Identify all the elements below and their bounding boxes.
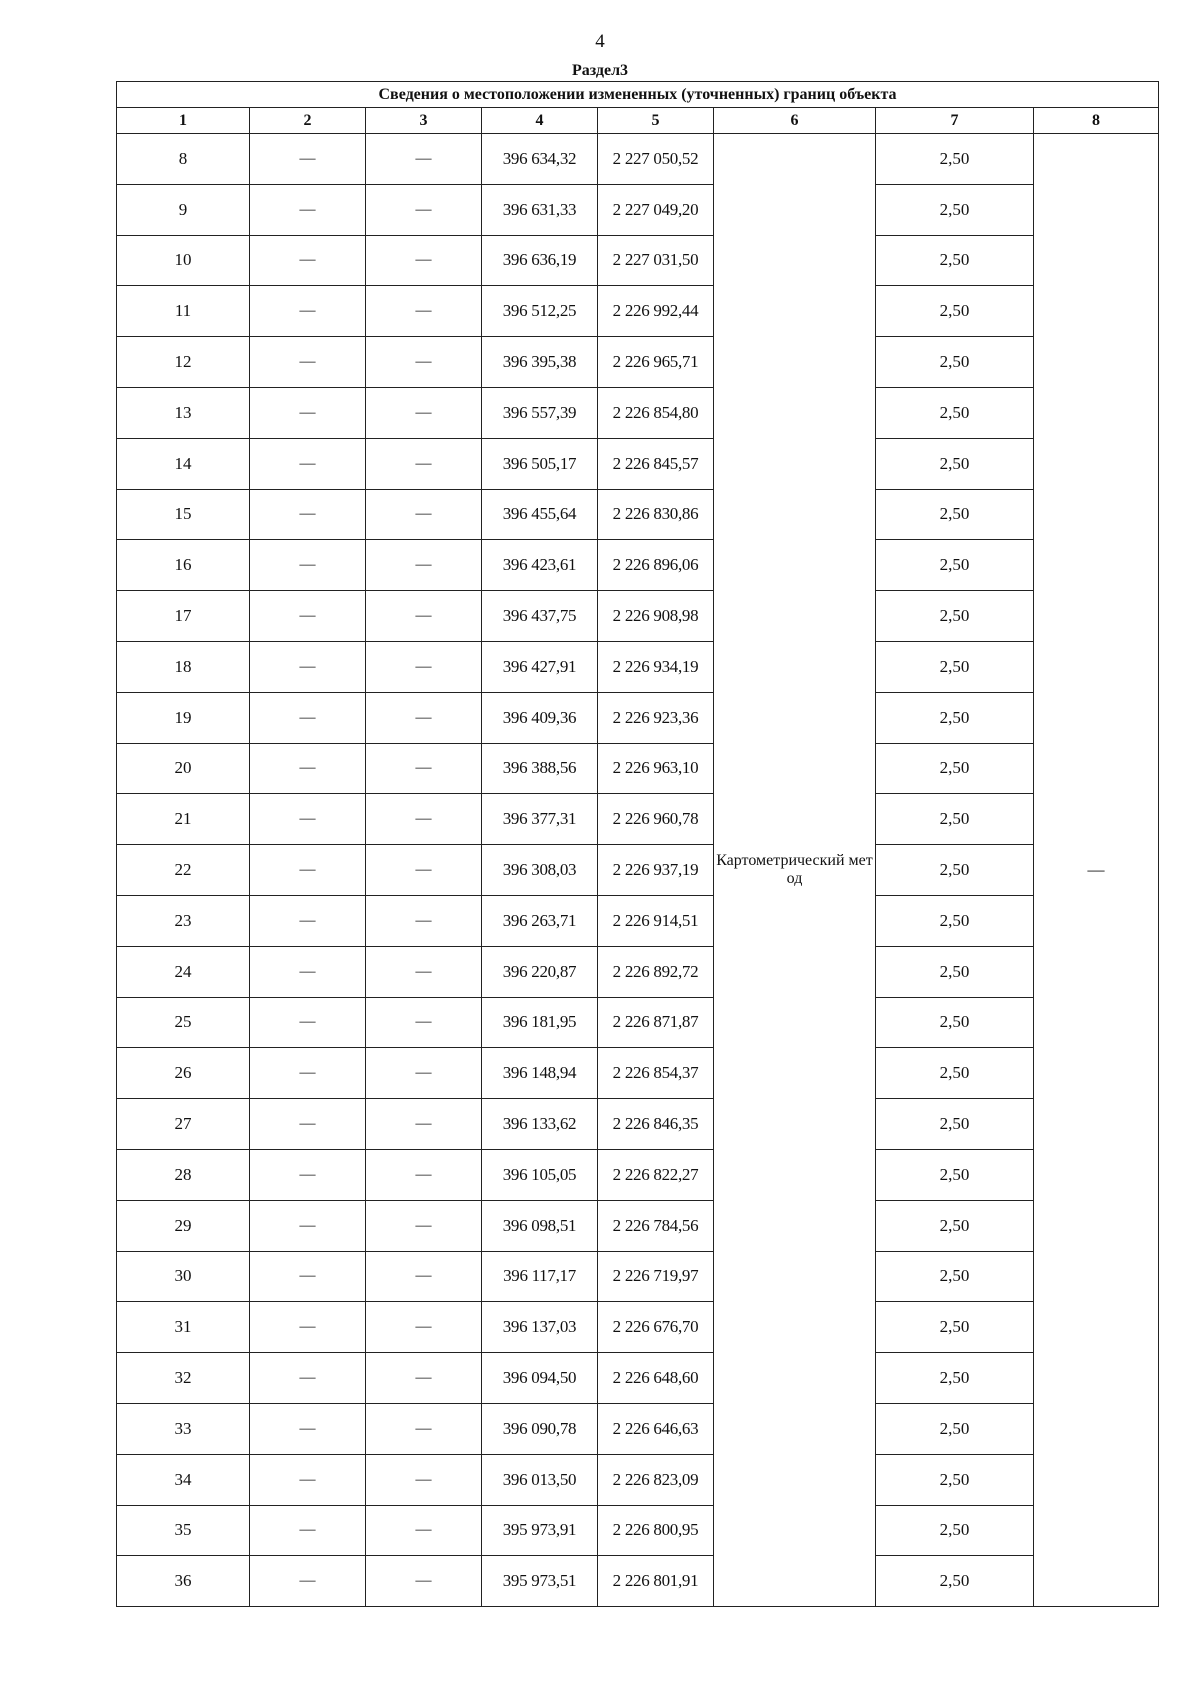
x-coordinate-cell: 396 427,91 <box>482 641 598 692</box>
point-number-cell: 22 <box>117 845 250 896</box>
column-3-cell: — <box>366 1353 482 1404</box>
table-row <box>117 641 1159 692</box>
point-number-cell: 20 <box>117 743 250 794</box>
y-coordinate-cell: 2 226 892,72 <box>598 946 714 997</box>
column-3-cell: — <box>366 743 482 794</box>
x-coordinate-cell: 395 973,51 <box>482 1556 598 1607</box>
column-3-cell: — <box>366 1099 482 1150</box>
column-2-cell: — <box>250 337 366 388</box>
column-3-cell: — <box>366 997 482 1048</box>
column-number: 4 <box>482 108 598 134</box>
column-3-cell: — <box>366 1505 482 1556</box>
column-2-cell: — <box>250 946 366 997</box>
column-2-cell: — <box>250 286 366 337</box>
point-number-cell: 24 <box>117 946 250 997</box>
column-2-cell: — <box>250 1505 366 1556</box>
column-2-cell: — <box>250 1251 366 1302</box>
column-3-cell: — <box>366 1149 482 1200</box>
precision-cell: 2,50 <box>876 1556 1034 1607</box>
column-3-cell: — <box>366 1403 482 1454</box>
column-3-cell: — <box>366 134 482 185</box>
table-row <box>117 134 1159 185</box>
precision-cell: 2,50 <box>876 743 1034 794</box>
precision-cell: 2,50 <box>876 184 1034 235</box>
table-row <box>117 1505 1159 1556</box>
precision-cell: 2,50 <box>876 1403 1034 1454</box>
x-coordinate-cell: 396 505,17 <box>482 438 598 489</box>
column-2-cell: — <box>250 134 366 185</box>
table-row <box>117 540 1159 591</box>
column-2-cell: — <box>250 1099 366 1150</box>
point-number-cell: 10 <box>117 235 250 286</box>
y-coordinate-cell: 2 226 845,57 <box>598 438 714 489</box>
column-3-cell: — <box>366 489 482 540</box>
precision-cell: 2,50 <box>876 489 1034 540</box>
column-3-cell: — <box>366 641 482 692</box>
point-number-cell: 8 <box>117 134 250 185</box>
column-2-cell: — <box>250 438 366 489</box>
x-coordinate-cell: 396 557,39 <box>482 387 598 438</box>
precision-cell: 2,50 <box>876 286 1034 337</box>
point-number-cell: 17 <box>117 591 250 642</box>
y-coordinate-cell: 2 226 854,37 <box>598 1048 714 1099</box>
table-row <box>117 895 1159 946</box>
point-number-cell: 13 <box>117 387 250 438</box>
y-coordinate-cell: 2 227 031,50 <box>598 235 714 286</box>
precision-cell: 2,50 <box>876 641 1034 692</box>
table-row <box>117 1149 1159 1200</box>
table-row <box>117 489 1159 540</box>
column-3-cell: — <box>366 1556 482 1607</box>
x-coordinate-cell: 396 105,05 <box>482 1149 598 1200</box>
column-2-cell: — <box>250 387 366 438</box>
x-coordinate-cell: 396 220,87 <box>482 946 598 997</box>
table-row <box>117 794 1159 845</box>
column-2-cell: — <box>250 895 366 946</box>
table-row <box>117 1302 1159 1353</box>
column-2-cell: — <box>250 743 366 794</box>
column-number: 8 <box>1034 108 1159 134</box>
column-3-cell: — <box>366 1048 482 1099</box>
table-row <box>117 1454 1159 1505</box>
y-coordinate-cell: 2 226 823,09 <box>598 1454 714 1505</box>
point-number-cell: 23 <box>117 895 250 946</box>
column-2-cell: — <box>250 235 366 286</box>
y-coordinate-cell: 2 226 914,51 <box>598 895 714 946</box>
y-coordinate-cell: 2 226 965,71 <box>598 337 714 388</box>
point-number-cell: 36 <box>117 1556 250 1607</box>
x-coordinate-cell: 396 308,03 <box>482 845 598 896</box>
point-number-cell: 11 <box>117 286 250 337</box>
x-coordinate-cell: 396 395,38 <box>482 337 598 388</box>
y-coordinate-cell: 2 226 800,95 <box>598 1505 714 1556</box>
y-coordinate-cell: 2 226 854,80 <box>598 387 714 438</box>
precision-cell: 2,50 <box>876 1099 1034 1150</box>
precision-cell: 2,50 <box>876 1353 1034 1404</box>
column-2-cell: — <box>250 1149 366 1200</box>
x-coordinate-cell: 396 148,94 <box>482 1048 598 1099</box>
y-coordinate-cell: 2 226 646,63 <box>598 1403 714 1454</box>
column-2-cell: — <box>250 540 366 591</box>
point-number-cell: 12 <box>117 337 250 388</box>
table-row <box>117 1099 1159 1150</box>
x-coordinate-cell: 396 409,36 <box>482 692 598 743</box>
x-coordinate-cell: 396 423,61 <box>482 540 598 591</box>
table-caption-row <box>117 82 1159 108</box>
precision-cell: 2,50 <box>876 1149 1034 1200</box>
table-row <box>117 1353 1159 1404</box>
precision-cell: 2,50 <box>876 1200 1034 1251</box>
column-2-cell: — <box>250 591 366 642</box>
column-number: 6 <box>714 108 876 134</box>
y-coordinate-cell: 2 226 963,10 <box>598 743 714 794</box>
x-coordinate-cell: 396 512,25 <box>482 286 598 337</box>
precision-cell: 2,50 <box>876 895 1034 946</box>
y-coordinate-cell: 2 226 960,78 <box>598 794 714 845</box>
column-number-row <box>117 108 1159 134</box>
column-3-cell: — <box>366 1200 482 1251</box>
column-3-cell: — <box>366 794 482 845</box>
point-number-cell: 19 <box>117 692 250 743</box>
column-3-cell: — <box>366 438 482 489</box>
precision-cell: 2,50 <box>876 337 1034 388</box>
x-coordinate-cell: 396 634,32 <box>482 134 598 185</box>
y-coordinate-cell: 2 226 719,97 <box>598 1251 714 1302</box>
y-coordinate-cell: 2 226 934,19 <box>598 641 714 692</box>
x-coordinate-cell: 395 973,91 <box>482 1505 598 1556</box>
precision-cell: 2,50 <box>876 794 1034 845</box>
column-3-cell: — <box>366 540 482 591</box>
table-row <box>117 1200 1159 1251</box>
y-coordinate-cell: 2 226 784,56 <box>598 1200 714 1251</box>
column-number: 3 <box>366 108 482 134</box>
point-number-cell: 31 <box>117 1302 250 1353</box>
table-row <box>117 997 1159 1048</box>
table-body <box>117 134 1159 1607</box>
point-number-cell: 9 <box>117 184 250 235</box>
point-number-cell: 14 <box>117 438 250 489</box>
table-row <box>117 946 1159 997</box>
point-number-cell: 28 <box>117 1149 250 1200</box>
column-2-cell: — <box>250 1200 366 1251</box>
y-coordinate-cell: 2 226 937,19 <box>598 845 714 896</box>
precision-cell: 2,50 <box>876 1251 1034 1302</box>
table-row <box>117 743 1159 794</box>
column-number: 2 <box>250 108 366 134</box>
precision-cell: 2,50 <box>876 1302 1034 1353</box>
column-2-cell: — <box>250 1048 366 1099</box>
table-row <box>117 1556 1159 1607</box>
column-2-cell: — <box>250 489 366 540</box>
section-title: Раздел3 <box>571 62 629 79</box>
y-coordinate-cell: 2 226 648,60 <box>598 1353 714 1404</box>
column-number: 7 <box>876 108 1034 134</box>
column-3-cell: — <box>366 591 482 642</box>
x-coordinate-cell: 396 137,03 <box>482 1302 598 1353</box>
table-row <box>117 337 1159 388</box>
table-row <box>117 1403 1159 1454</box>
column-number: 1 <box>117 108 250 134</box>
column-8-cell: — <box>1034 134 1159 1607</box>
table-row <box>117 1048 1159 1099</box>
table-row <box>117 845 1159 896</box>
table-row <box>117 235 1159 286</box>
column-2-cell: — <box>250 1302 366 1353</box>
precision-cell: 2,50 <box>876 946 1034 997</box>
column-2-cell: — <box>250 184 366 235</box>
column-3-cell: — <box>366 692 482 743</box>
precision-cell: 2,50 <box>876 235 1034 286</box>
precision-cell: 2,50 <box>876 1048 1034 1099</box>
column-3-cell: — <box>366 286 482 337</box>
column-2-cell: — <box>250 692 366 743</box>
point-number-cell: 35 <box>117 1505 250 1556</box>
precision-cell: 2,50 <box>876 997 1034 1048</box>
precision-cell: 2,50 <box>876 387 1034 438</box>
x-coordinate-cell: 396 455,64 <box>482 489 598 540</box>
point-number-cell: 27 <box>117 1099 250 1150</box>
y-coordinate-cell: 2 226 871,87 <box>598 997 714 1048</box>
point-number-cell: 33 <box>117 1403 250 1454</box>
x-coordinate-cell: 396 181,95 <box>482 997 598 1048</box>
column-2-cell: — <box>250 997 366 1048</box>
column-2-cell: — <box>250 1556 366 1607</box>
x-coordinate-cell: 396 636,19 <box>482 235 598 286</box>
table-row <box>117 286 1159 337</box>
column-2-cell: — <box>250 794 366 845</box>
y-coordinate-cell: 2 226 801,91 <box>598 1556 714 1607</box>
point-number-cell: 15 <box>117 489 250 540</box>
point-number-cell: 21 <box>117 794 250 845</box>
point-number-cell: 29 <box>117 1200 250 1251</box>
column-3-cell: — <box>366 1302 482 1353</box>
column-3-cell: — <box>366 946 482 997</box>
precision-cell: 2,50 <box>876 134 1034 185</box>
point-number-cell: 25 <box>117 997 250 1048</box>
y-coordinate-cell: 2 226 992,44 <box>598 286 714 337</box>
y-coordinate-cell: 2 226 908,98 <box>598 591 714 642</box>
x-coordinate-cell: 396 094,50 <box>482 1353 598 1404</box>
precision-cell: 2,50 <box>876 1454 1034 1505</box>
column-3-cell: — <box>366 895 482 946</box>
y-coordinate-cell: 2 227 050,52 <box>598 134 714 185</box>
column-2-cell: — <box>250 845 366 896</box>
column-3-cell: — <box>366 845 482 896</box>
precision-cell: 2,50 <box>876 692 1034 743</box>
column-3-cell: — <box>366 235 482 286</box>
boundary-coordinates-table <box>116 81 1159 1607</box>
precision-cell: 2,50 <box>876 591 1034 642</box>
page-number: 4 <box>595 31 605 52</box>
column-3-cell: — <box>366 1251 482 1302</box>
y-coordinate-cell: 2 227 049,20 <box>598 184 714 235</box>
column-3-cell: — <box>366 184 482 235</box>
column-2-cell: — <box>250 1403 366 1454</box>
point-number-cell: 26 <box>117 1048 250 1099</box>
column-2-cell: — <box>250 1353 366 1404</box>
precision-cell: 2,50 <box>876 438 1034 489</box>
x-coordinate-cell: 396 377,31 <box>482 794 598 845</box>
x-coordinate-cell: 396 117,17 <box>482 1251 598 1302</box>
precision-cell: 2,50 <box>876 1505 1034 1556</box>
table-row <box>117 438 1159 489</box>
table-row <box>117 184 1159 235</box>
y-coordinate-cell: 2 226 830,86 <box>598 489 714 540</box>
table-row <box>117 692 1159 743</box>
y-coordinate-cell: 2 226 923,36 <box>598 692 714 743</box>
point-number-cell: 16 <box>117 540 250 591</box>
column-2-cell: — <box>250 641 366 692</box>
y-coordinate-cell: 2 226 896,06 <box>598 540 714 591</box>
x-coordinate-cell: 396 133,62 <box>482 1099 598 1150</box>
column-3-cell: — <box>366 337 482 388</box>
x-coordinate-cell: 396 631,33 <box>482 184 598 235</box>
point-number-cell: 18 <box>117 641 250 692</box>
x-coordinate-cell: 396 437,75 <box>482 591 598 642</box>
y-coordinate-cell: 2 226 846,35 <box>598 1099 714 1150</box>
column-3-cell: — <box>366 387 482 438</box>
table-row <box>117 591 1159 642</box>
precision-cell: 2,50 <box>876 845 1034 896</box>
column-number: 5 <box>598 108 714 134</box>
point-number-cell: 32 <box>117 1353 250 1404</box>
x-coordinate-cell: 396 013,50 <box>482 1454 598 1505</box>
x-coordinate-cell: 396 090,78 <box>482 1403 598 1454</box>
y-coordinate-cell: 2 226 822,27 <box>598 1149 714 1200</box>
method-cell: Картометрический метод <box>714 134 876 1607</box>
x-coordinate-cell: 396 388,56 <box>482 743 598 794</box>
y-coordinate-cell: 2 226 676,70 <box>598 1302 714 1353</box>
table-row <box>117 1251 1159 1302</box>
table-row <box>117 387 1159 438</box>
x-coordinate-cell: 396 263,71 <box>482 895 598 946</box>
precision-cell: 2,50 <box>876 540 1034 591</box>
column-2-cell: — <box>250 1454 366 1505</box>
x-coordinate-cell: 396 098,51 <box>482 1200 598 1251</box>
point-number-cell: 34 <box>117 1454 250 1505</box>
point-number-cell: 30 <box>117 1251 250 1302</box>
column-3-cell: — <box>366 1454 482 1505</box>
table-caption: Сведения о местоположении измененных (уточненных) границ объекта <box>117 82 1159 108</box>
